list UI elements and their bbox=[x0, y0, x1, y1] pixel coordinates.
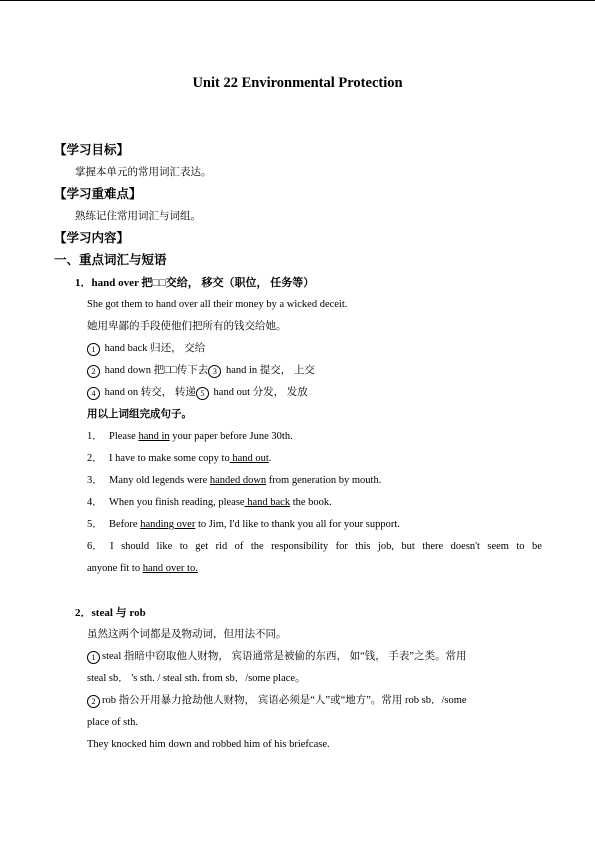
exercise-item bbox=[87, 452, 271, 466]
exercise-item bbox=[87, 496, 332, 510]
exercise-after: from generation by mouth. bbox=[266, 475, 382, 486]
exercise-word: doesn't bbox=[450, 541, 480, 552]
phrase-text: hand out 分发， 发放 bbox=[210, 387, 308, 398]
exercise-heading: 用以上词组完成句子。 bbox=[87, 409, 192, 420]
circled-number: 4 bbox=[87, 387, 100, 400]
exercise-word: for bbox=[335, 541, 348, 552]
exercise-after: your paper before June 30th. bbox=[169, 431, 293, 442]
steal-line1 bbox=[87, 650, 467, 664]
page-title: Unit 22 Environmental Protection bbox=[192, 75, 403, 91]
phrase-line bbox=[87, 364, 315, 378]
item1-example-en: She got them to hand over all their money by a wicked deceit. bbox=[87, 299, 348, 310]
exercise-word: but bbox=[401, 541, 415, 552]
content-heading: 【学习内容】 bbox=[54, 231, 130, 245]
exercise-word: rid bbox=[215, 541, 228, 552]
circled-number: 2 bbox=[87, 695, 100, 708]
steal-text: steal 指暗中窃取他人财物， 宾语通常是被偷的东西， 如“钱， 手表”之类。常用 bbox=[102, 651, 467, 662]
exercise-before: Please bbox=[109, 431, 139, 442]
exercise-word: should bbox=[121, 541, 150, 552]
item1-example-cn: 她用卑鄙的手段使他们把所有的钱交给她。 bbox=[87, 321, 287, 332]
exercise-word: be bbox=[531, 541, 542, 552]
exercise-after: the book. bbox=[290, 497, 332, 508]
exercise-answer: handing over bbox=[140, 519, 196, 530]
exercise-word: to bbox=[516, 541, 525, 552]
circled-number: 5 bbox=[196, 387, 209, 400]
exercise-6-line2 bbox=[87, 562, 198, 576]
phrase-line bbox=[87, 386, 308, 400]
steal-line2: steal sb． 's sth. / steal sth. from sb．/some place。 bbox=[87, 673, 306, 684]
exercise-answer: hand out bbox=[229, 453, 269, 464]
exercise-word: the bbox=[250, 541, 264, 552]
phrase-text: hand in 提交， 上交 bbox=[223, 365, 315, 376]
exercise-word: there bbox=[422, 541, 444, 552]
phrase-text: hand on 转交， 转递 bbox=[102, 387, 196, 398]
exercise-number: 6． bbox=[87, 541, 103, 552]
phrase-text: hand down 把□□传下去 bbox=[102, 365, 209, 376]
exercise-number: 4． bbox=[87, 497, 103, 508]
exercise-word: of bbox=[234, 541, 244, 552]
rob-text: rob 指公开用暴力抢劫他人财物， 宾语必须是“人”或“地方”。常用 rob sb．/some bbox=[102, 695, 467, 706]
exercise-before: Before bbox=[109, 519, 141, 530]
exercise-item bbox=[87, 474, 381, 488]
goal-text: 掌握本单元的常用词汇表达。 bbox=[75, 167, 212, 178]
exercise-item bbox=[87, 518, 400, 532]
item2-intro: 虽然这两个词都是及物动词，但用法不同。 bbox=[87, 629, 287, 640]
exercise-before: I have to make some copy to bbox=[109, 453, 230, 464]
exercise-answer: hand in bbox=[138, 431, 170, 442]
circled-number: 3 bbox=[208, 365, 221, 378]
goal-heading: 【学习目标】 bbox=[54, 143, 130, 157]
section1-heading: 一、重点词汇与短语 bbox=[54, 253, 167, 267]
exercise-word: get bbox=[195, 541, 209, 552]
exercise-word: job, bbox=[377, 541, 394, 552]
top-border-line bbox=[0, 0, 595, 1]
exercise-word: like bbox=[156, 541, 173, 552]
exercise-before: anyone fit to bbox=[87, 563, 143, 574]
exercise-answer: handed down bbox=[209, 475, 267, 486]
exercise-number: 1． bbox=[87, 431, 103, 442]
exercise-item bbox=[87, 430, 293, 444]
rob-line2: place of sth. bbox=[87, 717, 139, 728]
item2-heading: 2．steal 与 rob bbox=[75, 607, 146, 619]
circled-number: 1 bbox=[87, 651, 100, 664]
exercise-word: this bbox=[355, 541, 371, 552]
keypoints-text: 熟练记住常用词汇与词组。 bbox=[75, 211, 201, 222]
exercise-word: seem bbox=[487, 541, 509, 552]
exercise-number: 3． bbox=[87, 475, 103, 486]
item2-example: They knocked him down and robbed him of his briefcase. bbox=[87, 739, 330, 750]
exercise-answer: hand over to. bbox=[142, 563, 198, 574]
exercise-after: to Jim, I'd like to thank you all for your support. bbox=[195, 519, 400, 530]
exercise-before: When you finish reading, please bbox=[109, 497, 245, 508]
exercise-6-line1 bbox=[87, 540, 542, 554]
exercise-word: responsibility bbox=[271, 541, 329, 552]
item1-heading: 1．hand over 把□□交给， 移交（职位， 任务等） bbox=[75, 277, 315, 289]
exercise-answer: hand back bbox=[244, 497, 291, 508]
exercise-word: to bbox=[179, 541, 188, 552]
phrase-text: hand back 归还， 交给 bbox=[102, 343, 206, 354]
rob-line1 bbox=[87, 694, 467, 708]
circled-number: 1 bbox=[87, 343, 100, 356]
exercise-word: I bbox=[110, 541, 114, 552]
keypoints-heading: 【学习重难点】 bbox=[54, 187, 142, 201]
phrase-line bbox=[87, 342, 205, 356]
exercise-before: Many old legends were bbox=[109, 475, 210, 486]
circled-number: 2 bbox=[87, 365, 100, 378]
exercise-after: . bbox=[268, 453, 272, 464]
exercise-number: 5． bbox=[87, 519, 103, 530]
exercise-number: 2． bbox=[87, 453, 103, 464]
